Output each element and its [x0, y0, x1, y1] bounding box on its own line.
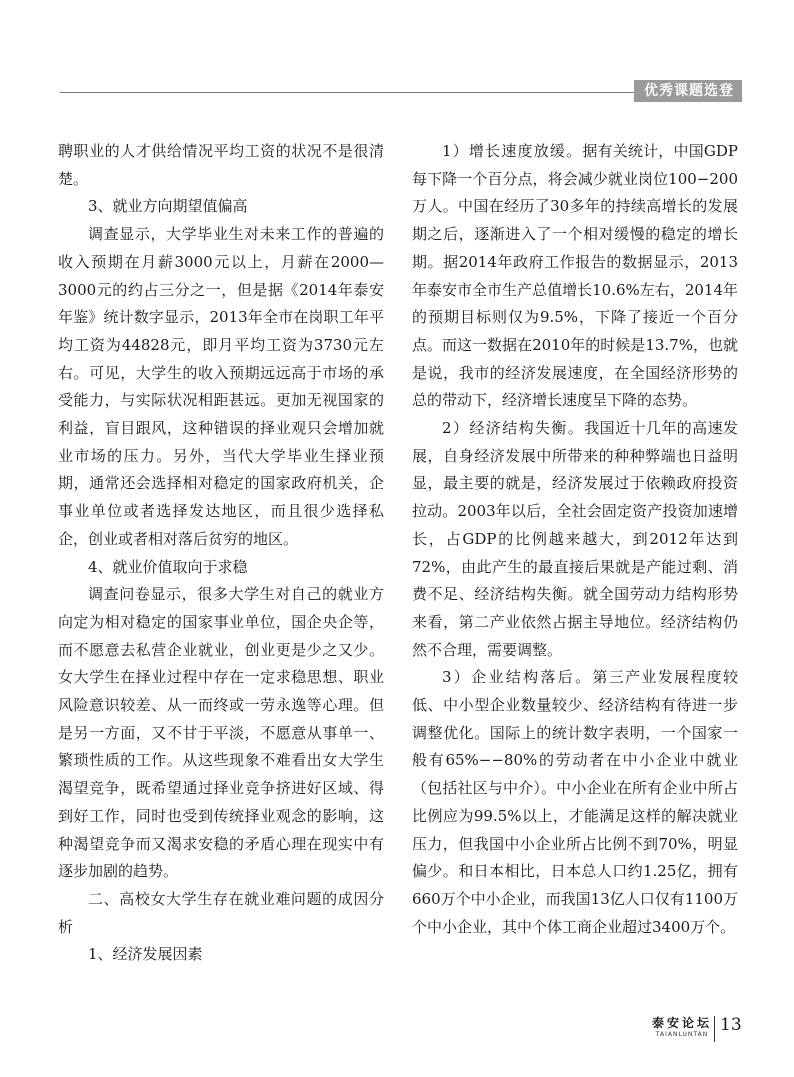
paragraph: 调查显示，大学毕业生对未来工作的普遍的收入预期在月薪3000元以上，月薪在2000—3000元的约占三分之一，但是据《2014年泰安年鉴》统计数字显示，2013年全市在岗职工年平均工资为44828元，即月平均工资为3730元左右。可见，大学生的收入预期远远高于市场的承受能力，与实际状况相距甚远。更加无视国家的利益，盲目跟风，这种错误的择业观只会增加就业市场的压力。另外，当代大学毕业生择业预期，通常还会选择相对稳定的国家政府机关，企事业单位或者选择发达地区，而且很少选择私企，创业或者相对落后贫穷的地区。 — [58, 225, 384, 548]
subheading: 4、就业价值取向于求稳 — [88, 557, 248, 576]
paragraph: 调查问卷显示，很多大学生对自己的就业方向定为相对稳定的国家事业单位，国企央企等，而不愿意去私营企业就业，创业更是少之又少。女大学生在择业过程中存在一定求稳思想、职业风险意识较差、从一而终或一劳永逸等心理。但是另一方面，又不甘于平淡，不愿意从事单一、繁琐性质的工作。从这些现象不难看出女大学生渴望竞争，既希望通过择业竞争挤进好区域、得到好工作，同时也受到传统择业观念的影响，这种渴望竞争而又渴求安稳的矛盾心理在现实中有逐步加剧的趋势。 — [58, 585, 384, 881]
left-column — [58, 138, 384, 969]
paragraph-lead: 2）经济结构失衡。 — [442, 419, 585, 438]
paragraph — [412, 138, 738, 415]
journal-logo — [652, 1016, 712, 1039]
paragraph-body: 据有关统计，中国GDP每下降一个百分点，将会减少就业岗位100−200万人。中国在经历了30多年的持续高增长的发展期之后，逐渐进入了一个相对缓慢的稳定的增长期。据2014年政府工作报告的数据显示，2013年泰安市全市生产总值增长10.6%左右，2014年的预期目标则仅为9.5%，下降了接近一个百分点。而这一数据在2010年的时候是13.7%，也就是说，我市的经济发展速度，在全国经济形势的总的带动下，经济增长速度呈下降的态势。 — [412, 142, 739, 410]
page-number: 13 — [720, 1015, 742, 1035]
paragraph-lead: 3）企业结构落后。 — [442, 668, 593, 687]
journal-name: 泰安论坛 — [652, 1016, 713, 1030]
paragraph-lead: 1）增长速度放缓。 — [442, 142, 583, 160]
footer-divider — [714, 1016, 715, 1042]
column-tag: 优秀课题选登 — [634, 80, 742, 102]
paragraph — [412, 415, 738, 664]
paragraph-body: 我国近十几年的高速发展，自身经济发展中所带来的种种弊端也日益明显，最主要的就是，经济发展过于依赖政府投资拉动。2003年以后，全社会固定资产投资加速增长，占GDP的比例越来越大，到2012年达到72%，由此产生的最直接后果就是产能过剩、消费不足、经济结构失衡。就全国劳动力结构形势来看，第二产业依然占据主导地位。经济结构仍然不合理，需要调整。 — [412, 419, 738, 659]
paragraph-body: 第三产业发展程度较低、中小型企业数量较少、经济结构有待进一步调整优化。国际上的统计数字表明，一个国家一般有65%−−80%的劳动者在中小企业中就业（包括社区与中介）。中小企业在所有企业中所占比例应为99.5%以上，才能满足这样的解决就业压力，但我国中小企业所占比例不到70%，明显偏少。和日本相比，日本总人口约1.25亿，拥有660万个中小企业，而我国13亿人口仅有1100万个中小企业，其中个体工商企业超过3400万个。 — [412, 668, 738, 936]
right-column — [412, 138, 738, 941]
paragraph: 聘职业的人才供给情况平均工资的状况不是很清楚。 — [58, 142, 384, 188]
paragraph — [412, 664, 738, 941]
journal-name-latin: TAIANLUNTAN — [655, 1031, 709, 1038]
subheading: 1、经济发展因素 — [88, 945, 203, 964]
subheading: 3、就业方向期望值偏高 — [88, 197, 248, 216]
section-heading: 二、高校女大学生存在就业难问题的成因分析 — [58, 889, 384, 936]
